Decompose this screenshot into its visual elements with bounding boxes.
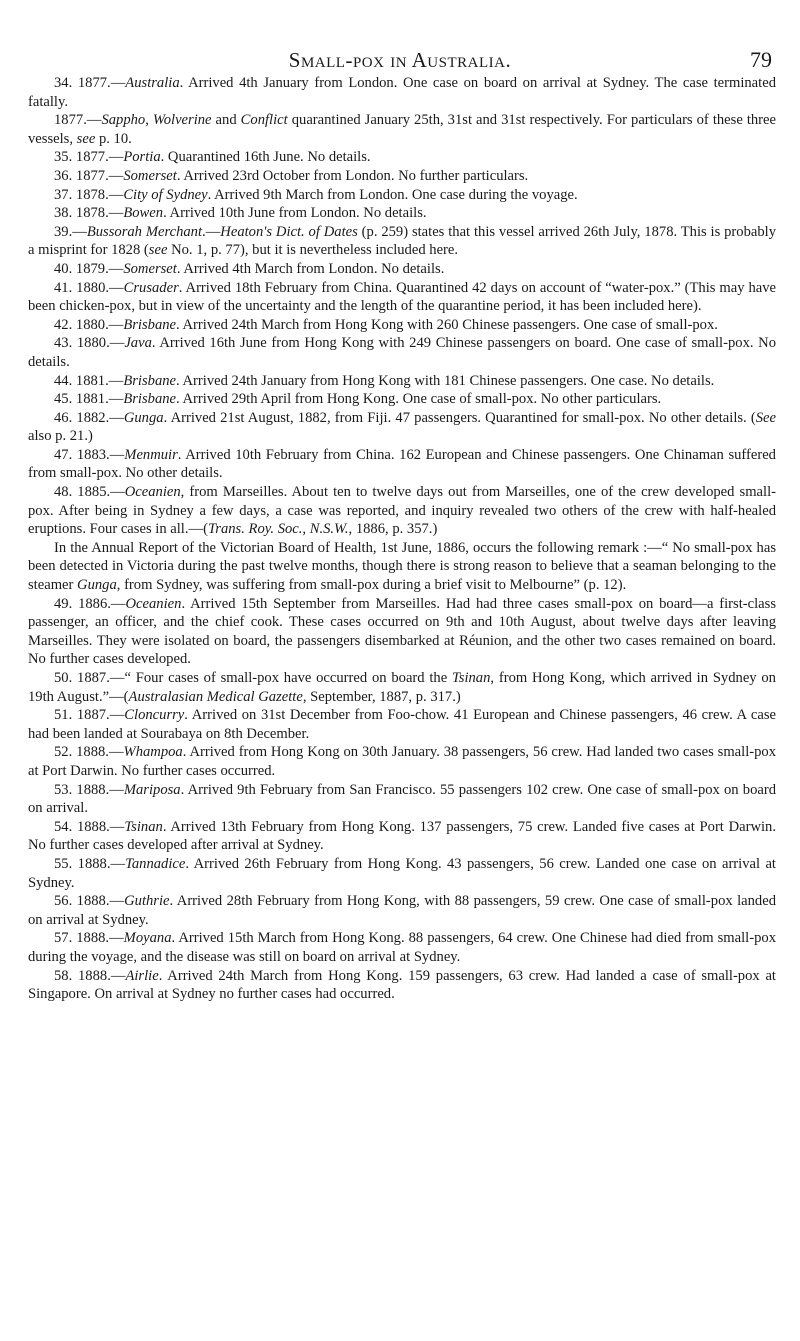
entry-55: 55. 1888.—Tannadice. Arrived 26th February from Hong Kong. 43 passengers, 56 crew. Landed one case on arrival at Sydney. bbox=[28, 855, 776, 891]
entry-51: 51. 1887.—Cloncurry. Arrived on 31st December from Foo-chow. 41 European and Chinese passengers, 46 crew. A case had been landed at Sourabaya on 8th December. bbox=[28, 707, 776, 742]
entry-37: 37. 1878.—City of Sydney. Arrived 9th March from London. One case during the voyage. bbox=[54, 186, 578, 203]
entry-57: 57. 1888.—Moyana. Arrived 15th March from Hong Kong. 88 passengers, 64 crew. One Chinese had died from small-pox during the voyage, and the disease was still on board on arrival at Sydney. bbox=[28, 930, 776, 965]
entry-49: 49. 1886.—Oceanien. Arrived 15th September from Marseilles. Had had three cases small-pox on board—a first-class passenger, an officer, and the chief cook. These cases occurred on 9th and 10th August, about twelve days after leaving Marseilles. They were isolated on board, the passengers disembarked at Réunion, and the other two cases remained on board. No further cases developed. bbox=[28, 595, 777, 668]
entry-1877-sappho: 1877.—Sappho, Wolverine and Conflict quarantined January 25th, 31st and 31st respectively. For particulars of these three vessels, see p. 10. bbox=[28, 112, 776, 147]
entry-47: 47. 1883.—Menmuir. Arrived 10th February from China. 162 European and Chinese passengers. One Chinaman suffered from small-pox. No other details. bbox=[28, 446, 776, 482]
entry-35: 35. 1877.—Portia. Quarantined 16th June. No details. bbox=[54, 149, 371, 166]
entry-44: 44. 1881.—Brisbane. Arrived 24th January from Hong Kong with 181 Chinese passengers. One case. No details. bbox=[54, 372, 715, 389]
entry-34: 34. 1877.—Australia. Arrived 4th January from London. One case on board on arrival at Sydney. The case terminated fatally. bbox=[28, 75, 776, 110]
entry-45: 45. 1881.—Brisbane. Arrived 29th April from Hong Kong. One case of small-pox. No other particulars. bbox=[54, 391, 662, 408]
entry-43: 43. 1880.—Java. Arrived 16th June from Hong Kong with 249 Chinese passengers on board. One case of small-pox. No details. bbox=[28, 335, 776, 370]
entry-53: 53. 1888.—Mariposa. Arrived 9th February from San Francisco. 55 passengers 102 crew. One case of small-pox on board on arrival. bbox=[28, 781, 776, 817]
entry-50: 50. 1887.—“ Four cases of small-pox have occurred on board the Tsinan, from Hong Kong, which arrived in Sydney on 19th August.”—(Australasian Medical Gazette, September, 1887, p. 317.) bbox=[28, 670, 776, 705]
annual-report-paragraph: In the Annual Report of the Victorian Board of Health, 1st June, 1886, occurs the following remark :—“ No small-pox has been detected in Victoria during the past twelve months, though there is strong reason to believe that a seaman belonging to the steamer Gunga, from Sydney, was suffering from small-pox during a brief visit to Melbourne” (p. 12). bbox=[28, 539, 776, 594]
running-title: Small-pox in Australia. bbox=[288, 48, 512, 72]
entry-39: 39.—Bussorah Merchant.—Heaton's Dict. of Dates (p. 259) states that this vessel arrived 26th July, 1878. This is probably a misprint for 1828 (see No. 1, p. 77), but it is nevertheless included here. bbox=[28, 223, 777, 259]
page-number: 79 bbox=[750, 47, 772, 72]
entry-40: 40. 1879.—Somerset. Arrived 4th March from London. No details. bbox=[54, 260, 445, 277]
entry-58: 58. 1888.—Airlie. Arrived 24th March from Hong Kong. 159 passengers, 63 crew. Had landed a case of small-pox at Singapore. On arrival at Sydney no further cases had occurred. bbox=[28, 967, 776, 1003]
entry-42: 42. 1880.—Brisbane. Arrived 24th March from Hong Kong with 260 Chinese passengers. One case of small-pox. bbox=[54, 316, 718, 333]
entry-46: 46. 1882.—Gunga. Arrived 21st August, 1882, from Fiji. 47 passengers. Quarantined for small-pox. No other details. (See also p. 21.) bbox=[28, 409, 776, 445]
entry-41: 41. 1880.—Crusader. Arrived 18th February from China. Quarantined 42 days on account of “water-pox.” (This may have been chicken-pox, but in view of the uncertainty and the length of the quarantine period, it has been included here). bbox=[28, 279, 776, 315]
entry-36: 36. 1877.—Somerset. Arrived 23rd October from London. No further particulars. bbox=[54, 167, 529, 184]
entry-52: 52. 1888.—Whampoa. Arrived from Hong Kong on 30th January. 38 passengers, 56 crew. Had landed two cases small-pox at Port Darwin. No further cases occurred. bbox=[28, 744, 777, 779]
entry-56: 56. 1888.—Guthrie. Arrived 28th February from Hong Kong, with 88 passengers, 59 crew. One case of small-pox landed on arrival at Sydney. bbox=[28, 893, 776, 928]
entry-38: 38. 1878.—Bowen. Arrived 10th June from London. No details. bbox=[54, 205, 427, 222]
page-body bbox=[28, 74, 776, 1004]
entry-48: 48. 1885.—Oceanien, from Marseilles. About ten to twelve days out from Marseilles, one of the crew developed small-pox. After being in Sydney a few days, a case was reported, and inquiry revealed two others of the crew with half-healed eruptions. Four cases in all.—(Trans. Roy. Soc., N.S.W., 1886, p. 357.) bbox=[28, 484, 777, 538]
entry-54: 54. 1888.—Tsinan. Arrived 13th February from Hong Kong. 137 passengers, 75 crew. Landed five cases at Port Darwin. No further cases developed after arrival at Sydney. bbox=[28, 818, 777, 854]
